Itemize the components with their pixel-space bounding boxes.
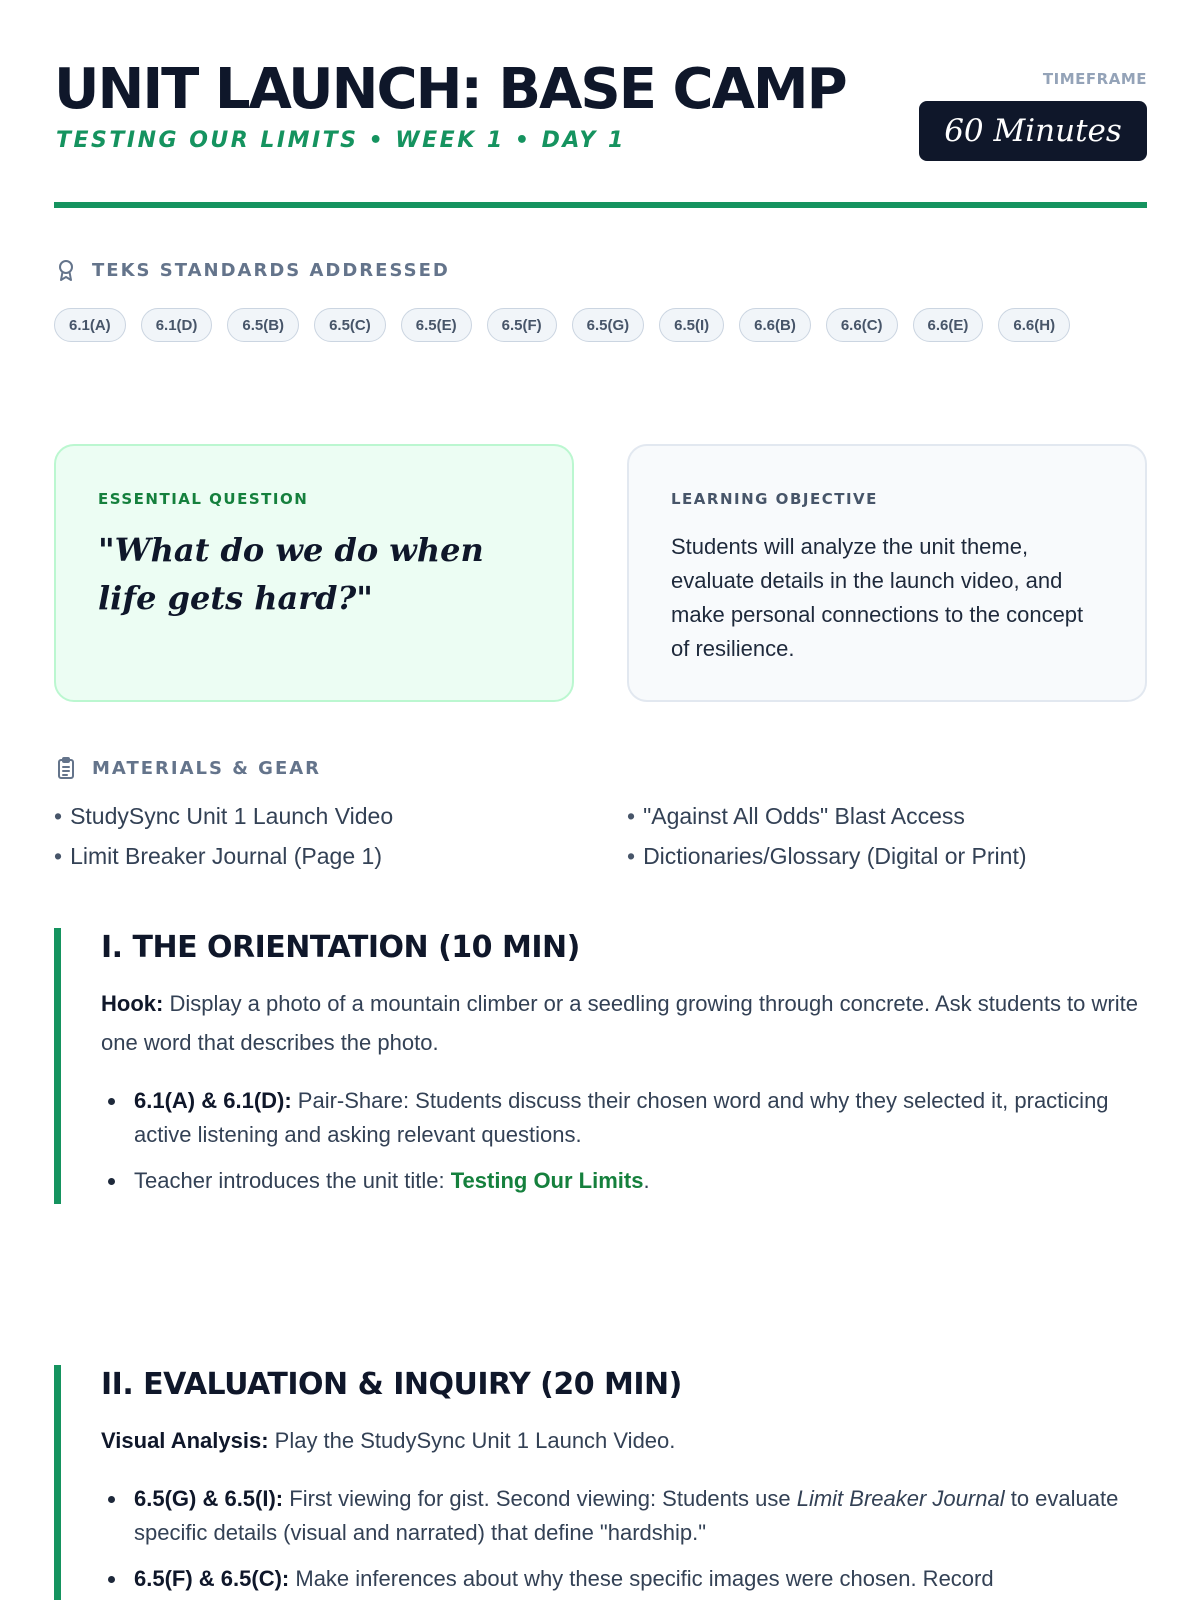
standard-chip: 6.5(C) (314, 308, 386, 342)
standard-chip: 6.5(F) (487, 308, 557, 342)
section-intro (101, 984, 1147, 1062)
list-item (101, 1164, 1147, 1198)
list-item-text: Teacher introduces the unit title: (134, 1168, 451, 1193)
intro-label: Visual Analysis: (101, 1428, 269, 1453)
list-item (101, 1482, 1147, 1550)
standards-heading (54, 258, 450, 282)
page-subtitle: TESTING OUR LIMITS • WEEK 1 • DAY 1 (56, 128, 626, 153)
standard-chip: 6.5(I) (659, 308, 724, 342)
timeframe-label: TIMEFRAME (1042, 70, 1147, 88)
journal-title: Limit Breaker Journal (796, 1486, 1005, 1511)
list-item (101, 1562, 1147, 1596)
intro-label: Hook: (101, 991, 164, 1016)
section-intro (101, 1421, 1147, 1460)
list-item-text: to evaluate specific details (visual and narrated) that define "hardship." (134, 1486, 1119, 1545)
essential-question-label: ESSENTIAL QUESTION (98, 490, 309, 508)
materials-heading (54, 756, 321, 780)
standard-chip: 6.5(G) (572, 308, 645, 342)
standard-ref: 6.5(G) & 6.5(I): (134, 1486, 284, 1511)
standard-chip: 6.5(B) (227, 308, 299, 342)
standard-chip: 6.5(E) (401, 308, 472, 342)
standard-chip: 6.6(H) (998, 308, 1070, 342)
material-item: • Limit Breaker Journal (Page 1) (54, 843, 627, 869)
list-item-text: . (643, 1168, 650, 1193)
essential-question-card (54, 444, 574, 702)
standard-chip: 6.6(E) (913, 308, 984, 342)
standard-chip: 6.6(C) (826, 308, 898, 342)
intro-text: Display a photo of a mountain climber or a seedling growing through concrete. Ask students to write one word that describes the photo. (101, 991, 1138, 1055)
learning-objective-label: LEARNING OBJECTIVE (671, 490, 878, 508)
materials-list (54, 803, 1147, 869)
material-item: • "Against All Odds" Blast Access (627, 803, 1147, 829)
section-orientation (54, 928, 1147, 1204)
intro-text: Play the StudySync Unit 1 Launch Video. (268, 1428, 676, 1453)
standard-ref: 6.1(A) & 6.1(D): (134, 1088, 292, 1113)
learning-objective-card (627, 444, 1147, 702)
lesson-page (54, 0, 1147, 1591)
clipboard-icon (54, 756, 78, 780)
unit-title-highlight: Testing Our Limits (450, 1168, 644, 1193)
list-item-text: First viewing for gist. Second viewing: Students use (283, 1486, 797, 1511)
list-item-text: Make inferences about why these specific images were chosen. Record (289, 1566, 994, 1591)
page-title: UNIT LAUNCH: BASE CAMP (54, 57, 846, 122)
activity-list (101, 1482, 1147, 1596)
header (54, 0, 1147, 208)
material-item: • Dictionaries/Glossary (Digital or Print) (627, 843, 1147, 869)
section-title: I. THE ORIENTATION (10 MIN) (101, 930, 580, 965)
section-title: II. EVALUATION & INQUIRY (20 MIN) (101, 1367, 682, 1402)
standard-ref: 6.5(F) & 6.5(C): (134, 1566, 290, 1591)
standards-heading-text: TEKS STANDARDS ADDRESSED (92, 259, 450, 281)
material-item: • StudySync Unit 1 Launch Video (54, 803, 627, 829)
activity-list (101, 1084, 1147, 1198)
standard-chip: 6.1(A) (54, 308, 126, 342)
materials-heading-text: MATERIALS & GEAR (92, 757, 322, 779)
award-ribbon-icon (54, 258, 78, 282)
list-item (101, 1084, 1147, 1152)
learning-objective-text: Students will analyze the unit theme, evaluate details in the launch video, and make personal connections to the concept of resilience. (671, 534, 1084, 661)
section-evaluation (54, 1365, 1147, 1600)
standards-chip-list (54, 308, 1147, 342)
timeframe-badge: 60 Minutes (919, 101, 1147, 161)
essential-question-text: "What do we do when life gets hard?" (98, 531, 484, 617)
list-item-text: Pair-Share: Students discuss their chosen word and why they selected it, practicing active listening and asking relevant questions. (134, 1088, 1109, 1147)
standard-chip: 6.1(D) (141, 308, 213, 342)
standard-chip: 6.6(B) (739, 308, 811, 342)
